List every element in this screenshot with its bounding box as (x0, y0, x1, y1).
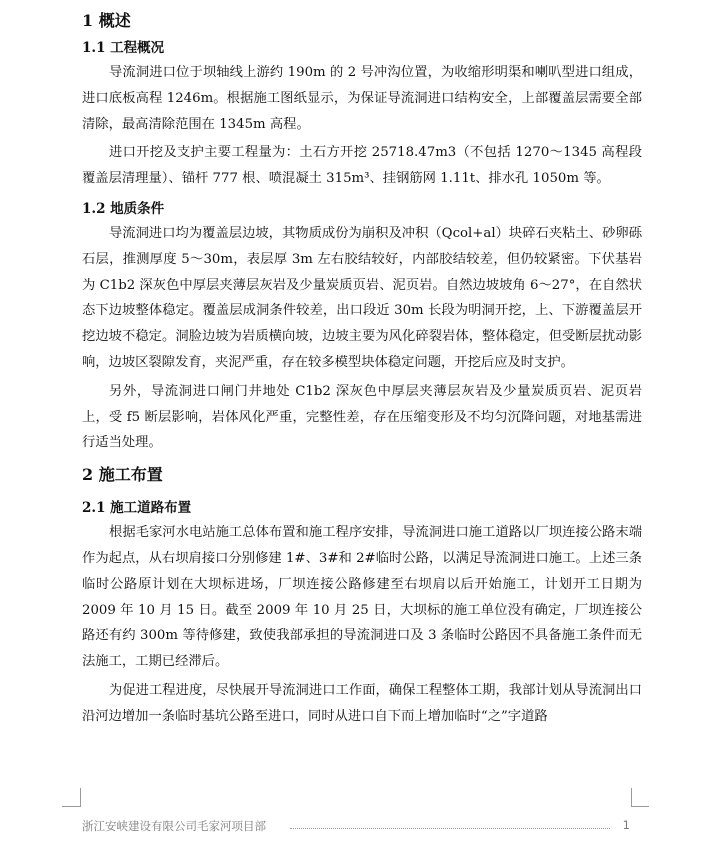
paragraph-gate-shaft: 另外，导流洞进口闸门井地处 C1b2 深灰色中厚层夹薄层灰岩及少量炭质页岩、泥页岩上，受 f5 断层影响，岩体风化严重，完整性差，存在压缩变形及不均匀沉降问题，对地基需进行适当处理。 (82, 383, 642, 451)
paragraph-road-plan: 根据毛家河水电站施工总体布置和施工程序安排，导流洞进口施工道路以厂坝连接公路末端作为起点，从右坝肩接口分别修建 1#、3#和 2#临时公路，以满足导流洞进口施工。上述三条临时公路原计划在大坝标进场，厂坝连接公路修建至右坝肩以后开始施工，计划开工日期为 2009 年 10 月 15 日。截至 2009 年 10 月 25 日，大坝标的施工单位没有确定，厂坝连接公路还有约 300m 等待修建，致使我部承担的导流洞进口及 3 条临时公路因不具备施工条件而无法施工，工期已经滞后。 (82, 525, 642, 670)
page-number: 1 (622, 818, 630, 832)
paragraph-progress-plan: 为促进工程进度，尽快展开导流洞进口工作面，确保工程整体工期，我部计划从导流洞出口沿河边增加一条临时基坑公路至进口，同时从进口自下而上增加临时“之”字道路 (82, 682, 642, 724)
heading-road-layout: 2.1 施工道路布置 (82, 500, 192, 517)
heading-geology: 1.2 地质条件 (82, 200, 165, 217)
crop-mark-bottom-right-v (631, 788, 632, 807)
document-body (82, 8, 642, 733)
paragraph-project-location: 导流洞进口位于坝轴线上游约 190m 的 2 号冲沟位置，为收缩形明渠和喇叭型进口组成，进口底板高程 1246m。根据施工图纸显示，为保证导流洞进口结构安全，上部覆盖层需要全部清除，最高清除范围在 1345m 高程。 (82, 65, 642, 132)
paragraph-geology: 导流洞进口均为覆盖层边坡，其物质成份为崩积及冲积（Qcol+al）块碎石夹粘土、砂卵砾石层，推测厚度 5～30m，表层厚 3m 左右胶结较好，内部胶结较差，但仍较紧密。下伏基岩为 C1b2 深灰色中厚层夹薄层灰岩及少量炭质页岩、泥页岩。自然边坡坡角 6～27°，在自然状态下边坡整体稳定。覆盖层成洞条件较差，出口段近 30m 长段为明洞开挖，上、下游覆盖层开挖边坡不稳定。洞脸边坡为岩质横向坡，边坡主要为风化碎裂岩体，整体稳定，但受断层扰动影响，边坡区裂隙发育，夹泥严重，存在较多模型块体稳定问题，开挖后应及时支护。 (82, 225, 642, 370)
footer-company: 浙江安峡建设有限公司毛家河项目部 (82, 819, 266, 833)
heading-construction-layout: 2 施工布置 (82, 465, 163, 485)
crop-mark-bottom-left-h (62, 806, 80, 807)
footer-leader-dots (290, 828, 610, 829)
crop-mark-bottom-left-v (80, 788, 81, 807)
heading-overview: 1 概述 (82, 11, 131, 30)
paragraph-quantities: 进口开挖及支护主要工程量为：土石方开挖 25718.47m3（不包括 1270～1345 高程段覆盖层清理量）、锚杆 777 根、喷混凝土 315m³、挂钢筋网 1.11t、排水孔 1050m 等。 (82, 145, 642, 187)
crop-mark-bottom-right-h (631, 806, 649, 807)
heading-project-overview: 1.1 工程概况 (82, 40, 165, 56)
page-footer (82, 818, 630, 834)
